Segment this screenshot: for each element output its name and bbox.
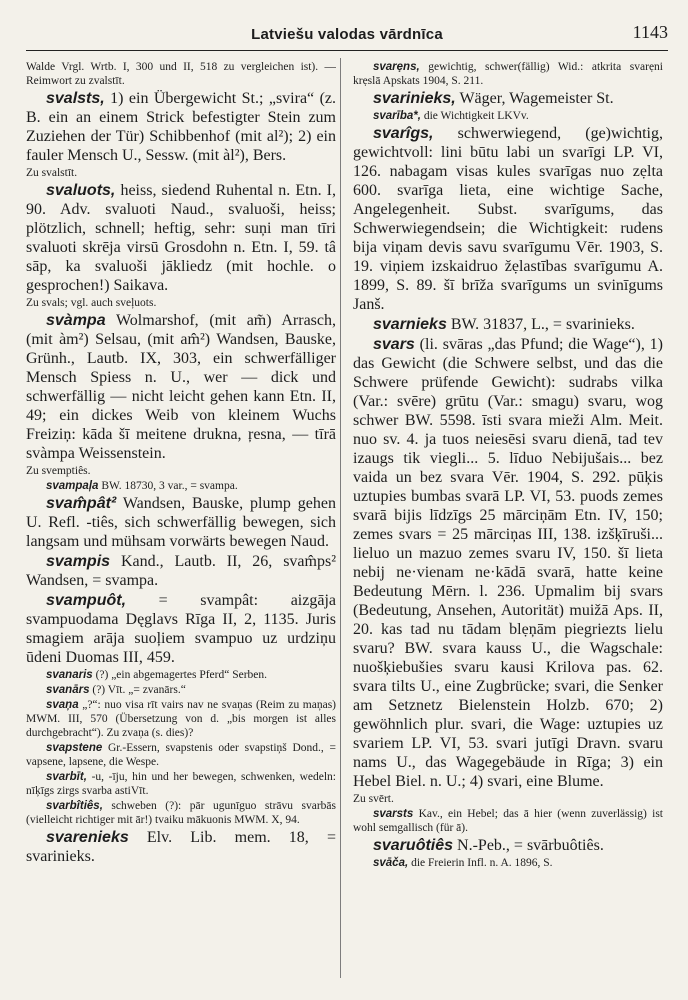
entry-text: Zu svalstīt. [26,167,78,179]
entry-text: -u, -īju, hin und her bewegen, schwenken, wedeln: nīķīgs zirgs svarba astiVīt. [26,771,336,797]
entry-headword: svarinieks, [373,90,456,107]
dictionary-entry [26,60,336,88]
dictionary-entry [26,683,336,697]
dictionary-entry [353,335,663,791]
entry-headword: svarenieks [46,829,129,846]
entry-headword: svanārs [46,684,90,696]
page-number: 1143 [632,22,668,42]
entry-text: Zu svemptiês. [26,465,91,477]
entry-text: schweben (?): pār ugunīguo strāvu svarbās (vielleicht richtiger mit ār!) tvaiku mākuonis MWM. X, 94. [26,800,336,826]
dictionary-entry [26,552,336,590]
dictionary-entry [353,792,663,806]
dictionary-entry [353,836,663,855]
entry-text: gewichtig, schwer(fällig) Wid.: atkrita svarẹni krẹslā Apskats 1904, S. 211. [353,61,663,87]
right-column [353,60,663,990]
entry-headword: svars [373,336,415,353]
dictionary-entry [26,311,336,463]
entry-headword: svarība*, [373,110,421,122]
entry-headword: svampaļa [46,480,99,492]
entry-headword: svampis [46,553,111,570]
entry-headword: svarẹns, [373,61,420,73]
entry-text: (?) „ein abgemagertes Pferd“ Serben. [95,669,268,681]
running-title: Latviešu valodas vārdnīca [251,26,443,43]
entry-headword: svaņa [46,699,79,711]
entry-headword: svàmpa [46,312,106,329]
entry-text: N.-Peb., = svārbuôtiês. [457,837,604,854]
entry-text: die Wichtigkeit LKVv. [423,110,529,122]
entry-text: Wolmarshof, (mit am̃) Arrasch, (mit àm²) Selsau, (mit am̂²) Wandsen, Bauske, Grünh., Lautb. IX, 303, ein schwerfälliger Mensch Spiess n. U., wer — dick und schwerfällig — nicht leicht gehen kann Etn. II, 49; ein dickes Weib von kleinem Wuchs Freiziņ: kāda šī meitene drukna, ŗesna, — tīrā svàmpa Weissenstein. [26,312,336,462]
dictionary-entry [26,591,336,667]
dictionary-entry [26,828,336,866]
entry-text: Wandsen, Bauske, plump gehen U. Refl. -tiês, sich schwerfällig bewegen, sich langsam und mühsam vorwärts bewegen Naud. [26,495,336,550]
dictionary-entry [26,741,336,769]
entry-headword: svaluots, [46,182,116,199]
page-header [26,22,668,51]
entry-headword: svalsts, [46,90,105,107]
dictionary-entry [26,296,336,310]
entry-headword: svarnieks [373,316,447,333]
dictionary-entry [26,698,336,740]
entry-text: heiss, siedend Ruhental n. Etn. I, 90. Adv. svaluoti Naud., svaluoši, heiss; plötzlich, schnell; heftig, sehr: suņi man tīri svaluoti skrēja virsū Grosdohn n. Etn. I, 59. tâ sāp, ka svaluoši jākliedz (mit hochle. o gesprochen!) Saikava. [26,182,336,294]
dictionary-entry [353,89,663,108]
entry-text: (?) Vīt. „= zvanārs.“ [92,684,186,696]
entry-text: BW. 18730, 3 var., = svampa. [101,480,238,492]
dictionary-entry [26,181,336,295]
entry-text: BW. 31837, L., = svarinieks. [450,316,635,333]
dictionary-entry [26,799,336,827]
entry-text: Kand., Lautb. II, 26, svam̂ps² Wandsen, = svampa. [26,553,336,589]
left-column [26,60,336,990]
entry-text: Wäger, Wagemeister St. [459,90,614,107]
entry-text: „?“: nuo visa rīt vairs nav ne svaņas (Reim zu maņas) MWM. III, 570 (Übersetzung von d. „bis morgen ist alles durchgebracht“). Zu zvaņa (s. dies)? [26,699,336,739]
entry-text: (li. svāras „das Pfund; die Wage“), 1) das Gewicht (die Schwere selbst, und das die Schwere prüfende Gewicht): sudrabs vilka (Var.: svēre) grūtu (Var.: smagu) svaru, wog schwer BW. 5598. īsti svara mieži Alm. Meit. nuo sv. 4. ja tuos neiesēsi svaru dienā, tad tev izaugs tik viegli... 5. līduo Nebijušais... bez vaida un bez svara Vēr. 1904, S. 292. pūķis uztupies bumbas svarā LP. VI, 53. puods zemes svarā bijis līdzīgs 25 mārciņām Etn. IV, 150; zemes svars = 25 mārciņas III, 138. izšķīruši... lieluo un mazuo zemes svaru IV, 150. šī lieta nebij ne·vienam ne·kādā svarā, hatte keine Bedeutung Mērn. l. 236. Upmalim bij svars (Bedeutung, Ansehen, Autorität) muižā Aps. II, 20. kas tad nu tādam blẹņām piegriezts lielu svaru? BW. svara kauss U., die Wagschale: nuošķiebušies svaru kausi Krilova pas. 62. svara tilts U., eine Zugbrücke; svari, die Senker am Setznetz Bielenstein Holzb. 670; 2) gewöhnlich plur. svari, die Wage: uztupies uz svariem LP. VI, 53. svari jutīgi Dravn. svaru nams U., das Wagegebäude in Rīga; 3) ein Hebel Biel. n. U.; 4) svari, eine Blume. [353,336,663,790]
dictionary-entry [353,807,663,835]
dictionary-entry [353,315,663,334]
entry-headword: svarbîtiês, [46,800,103,812]
entry-headword: svāča, [373,857,409,869]
entry-text: Zu svals; vgl. auch sveļuots. [26,297,157,309]
entry-headword: svarîgs, [373,125,434,142]
entry-text: Kav., ein Hebel; das ā hier (wenn zuverlässig) ist wohl semgallisch (für ā). [353,808,663,834]
dictionary-entry [26,464,336,478]
entry-text: Gr.-Essern, svapstenis oder svapstiņš Dond., = vapsene, lapsene, die Wespe. [26,742,336,768]
dictionary-entry [353,856,663,870]
entry-text: die Freierin Infl. n. A. 1896, S. [411,857,553,869]
dictionary-entry [26,668,336,682]
dictionary-entry [26,770,336,798]
entry-text: schwerwiegend, (ge)wichtig, gewichtvoll: lini būtu labi un svarīgi LP. VI, 126. nabagam visas kules svarīgas nuo zẹlta 600. svarīga lieta, eine wichtige Sache, Angelegenheit. Subst. svarīgums, das Schwerwiegendsein; die Wichtigkeit: rudens bija viņam devis savu svarīgumu Vēr. 1903, S. 19. viņiem izskaidruo žẹlastības svarīgumu A. 1899, S. 89. šī brīža svarīgums un svinīgums Janš. [353,125,663,313]
entry-text: Zu svērt. [353,793,394,805]
dictionary-entry [353,124,663,314]
dictionary-entry [353,109,663,123]
entry-headword: svam̂pât² [46,495,117,512]
entry-text: Elv. Lib. mem. 18, = svarinieks. [26,829,336,865]
entry-text: = svampât: aizgāja svampuodama Dęglavs Rīga II, 2, 1135. Juris smagiem arāja suoļiem svampuo uz urdziņu ūdeni Duomas III, 459. [26,592,336,666]
entry-headword: svarsts [373,808,414,820]
column-divider [340,58,341,978]
entry-text: Walde Vrgl. Wrtb. I, 300 und II, 518 zu vergleichen ist). — Reimwort zu zvalstīt. [26,61,336,87]
entry-headword: svanaris [46,669,93,681]
entry-text: 1) ein Übergewicht St.; „svira“ (z. B. ein an einem Strick befestigter Stein zum Zuziehen der Tür) Schibbenhof (mit al²); 2) ein fauler Mensch U., Sessw. (mit àl²), Bers. [26,90,336,164]
dictionary-entry [26,479,336,493]
dictionary-entry [353,60,663,88]
entry-headword: svaruôtiês [373,837,454,854]
entry-headword: svarbīt, [46,771,87,783]
entry-headword: svapstene [46,742,103,754]
dictionary-entry [26,89,336,165]
dictionary-entry [26,166,336,180]
dictionary-entry [26,494,336,551]
entry-headword: svampuôt, [46,592,127,609]
